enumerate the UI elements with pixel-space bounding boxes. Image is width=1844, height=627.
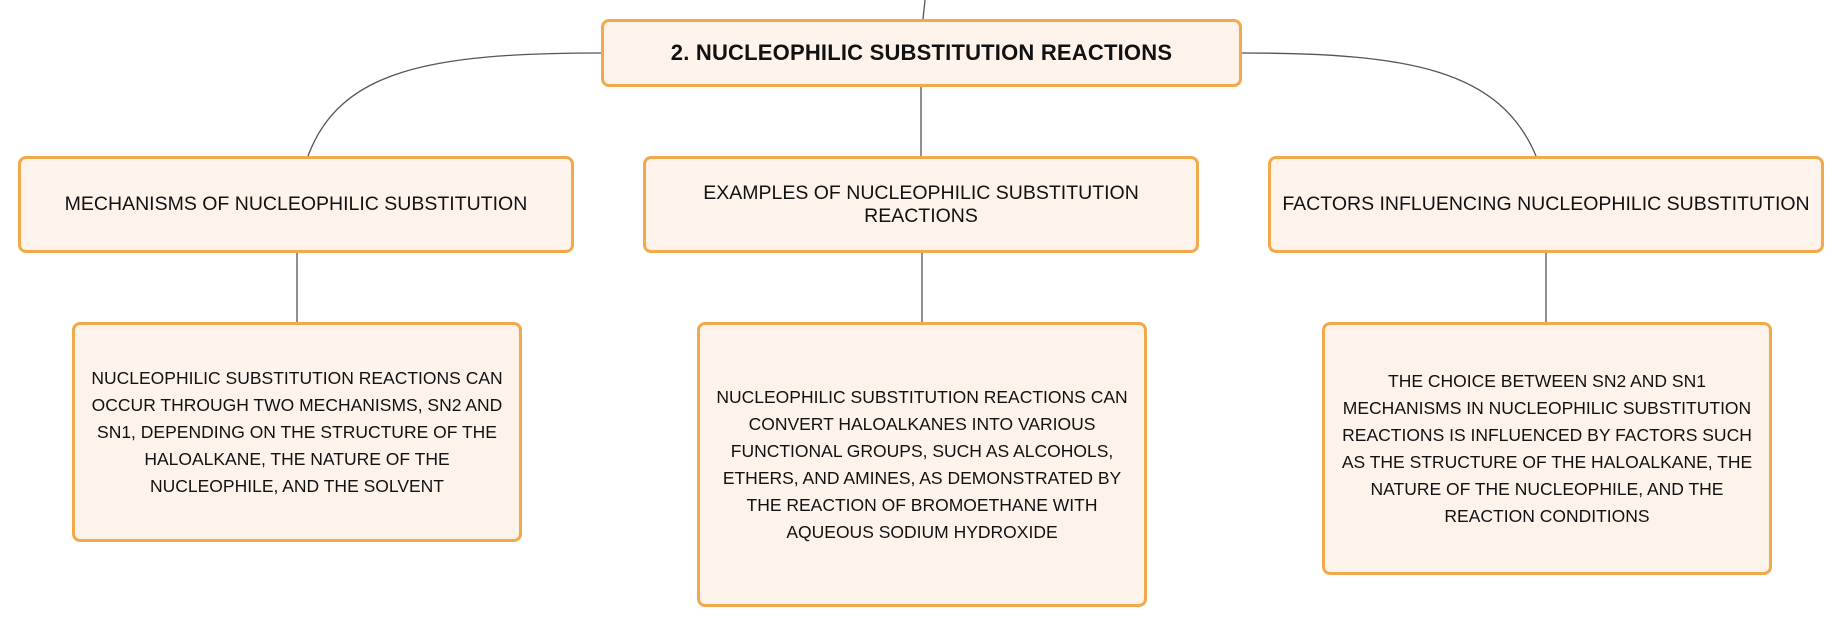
root-node[interactable] (601, 19, 1242, 87)
detail-node-text: NUCLEOPHILIC SUBSTITUTION REACTIONS CAN CONVERT HALOALKANES INTO VARIOUS FUNCTIONAL GROUPS, SUCH AS ALCOHOLS, ETHERS, AND AMINES, AS DEMONSTRATED BY THE REACTION OF BROMOETHANE WITH AQUEOUS SODIUM HYDROXIDE (716, 386, 1128, 542)
detail-node-mechanisms[interactable] (72, 322, 522, 542)
topic-node-label: FACTORS INFLUENCING NUCLEOPHILIC SUBSTITUTION (1282, 193, 1810, 215)
connector-parent-to-root (923, 0, 925, 19)
connector-root-to-topic-3 (1242, 53, 1536, 156)
topic-node-factors[interactable] (1268, 156, 1824, 253)
detail-node-examples[interactable] (697, 322, 1147, 607)
topic-node-examples[interactable] (643, 156, 1199, 253)
detail-node-text: THE CHOICE BETWEEN SN2 AND SN1 MECHANISMS IN NUCLEOPHILIC SUBSTITUTION REACTIONS IS INFLUENCED BY FACTORS SUCH AS THE STRUCTURE OF THE HALOALKANE, THE NATURE OF THE NUCLEOPHILE, AND THE REACTION CONDITIONS (1341, 370, 1753, 526)
topic-node-mechanisms[interactable] (18, 156, 574, 253)
detail-node-factors[interactable] (1322, 322, 1772, 575)
topic-node-label: MECHANISMS OF NUCLEOPHILIC SUBSTITUTION (64, 193, 528, 215)
topic-node-label: EXAMPLES OF NUCLEOPHILIC SUBSTITUTION REACTIONS (703, 181, 1139, 227)
detail-node-text: NUCLEOPHILIC SUBSTITUTION REACTIONS CAN OCCUR THROUGH TWO MECHANISMS, SN2 AND SN1, DEPENDING ON THE STRUCTURE OF THE HALOALKANE, THE NATURE OF THE NUCLEOPHILE, AND THE SOLVENT (91, 367, 503, 496)
connector-root-to-topic-1 (308, 53, 601, 156)
root-node-label: 2. NUCLEOPHILIC SUBSTITUTION REACTIONS (670, 40, 1173, 65)
